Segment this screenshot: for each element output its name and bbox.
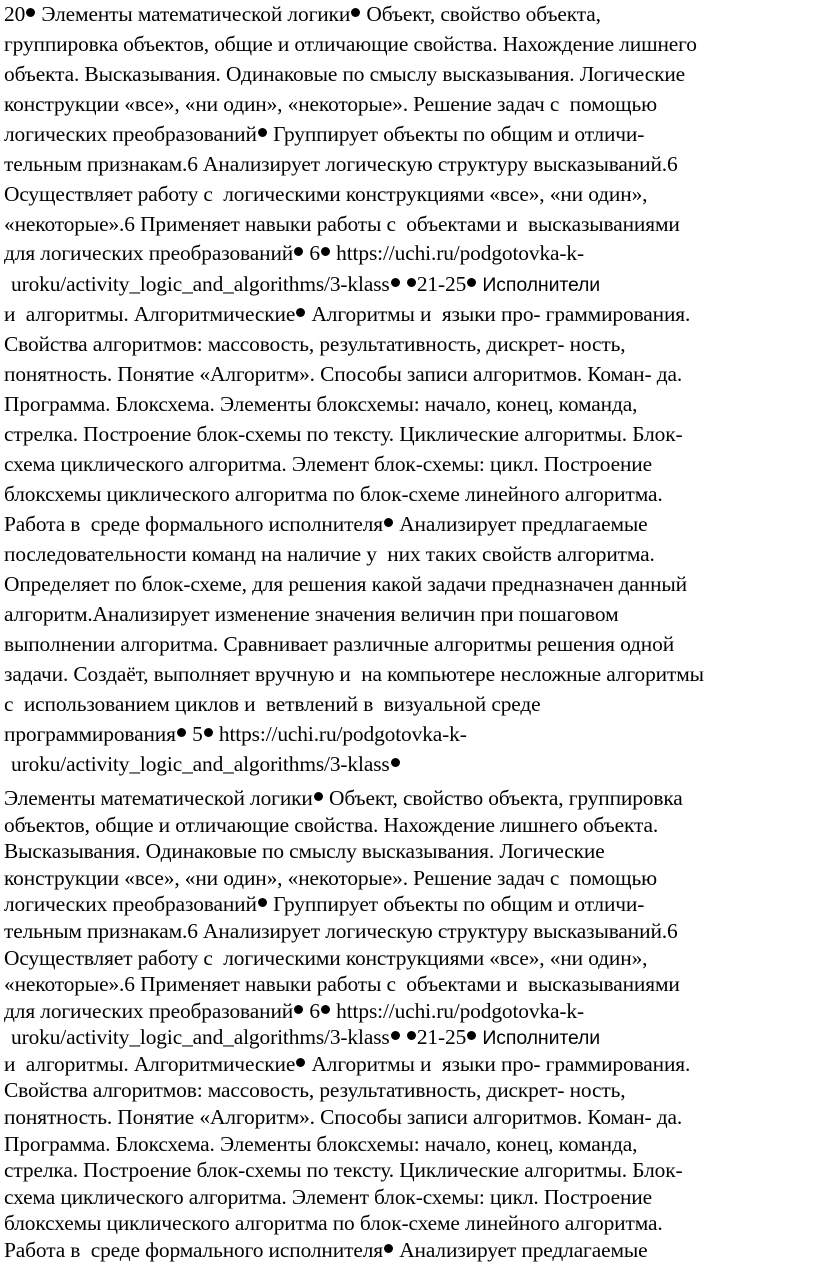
- text-line: [4, 120, 644, 149]
- text-line: задачи. Создаёт, выполняет вручную и на компьютере несложные алгоритмы: [4, 662, 704, 686]
- topic-title: Исполнители: [482, 1027, 601, 1049]
- resource-link[interactable]: https://uchi.ru/podgotovka-k-: [218, 722, 467, 746]
- text-line: [4, 1236, 648, 1265]
- text-line: последовательности команд на наличие у них таких свойств алгоритма.: [4, 542, 655, 566]
- resource-link[interactable]: https://uchi.ru/podgotovka-k-: [336, 241, 584, 265]
- bullet-icon: [258, 128, 267, 137]
- bullet-icon: [321, 1005, 330, 1014]
- bullet-icon: [351, 8, 360, 17]
- text-fragment: и алгоритмы. Алгоритмические: [4, 1052, 296, 1076]
- hours-value: 6: [309, 999, 320, 1023]
- text-line: Определяет по блок-схеме, для решения какой задачи предназначен данный: [4, 572, 688, 596]
- text-fragment: Объект, свойство объекта, группировка: [329, 786, 683, 810]
- text-line: блоксхемы циклического алгоритма по блок-схеме линейного алгоритма.: [4, 1211, 663, 1235]
- text-line: стрелка. Построение блок-схемы по тексту. Циклические алгоритмы. Блок-: [4, 422, 683, 446]
- hours-value: 5: [192, 722, 203, 746]
- bullet-icon: [296, 308, 305, 317]
- text-fragment: Группирует объекты по общим и отличи-: [273, 122, 645, 146]
- text-line: Осуществляет работу с логическими конструкциями «все», «ни один»,: [4, 182, 648, 206]
- text-line: [11, 750, 401, 779]
- topic-title: Элементы математической логики: [4, 786, 313, 810]
- text-line: понятность. Понятие «Алгоритм». Способы записи алгоритмов. Коман- да.: [4, 1105, 683, 1129]
- text-line: [11, 1023, 600, 1053]
- bullet-icon: [384, 1244, 393, 1253]
- row-number: 20: [4, 2, 26, 26]
- text-line: объекта. Высказывания. Одинаковые по смыслу высказывания. Логические: [4, 62, 686, 86]
- text-line: понятность. Понятие «Алгоритм». Способы записи алгоритмов. Коман- да.: [4, 362, 683, 386]
- topic-title: Элементы математической логики: [41, 2, 351, 26]
- bullet-icon: [177, 728, 186, 737]
- text-line: схема циклического алгоритма. Элемент блок-схемы: цикл. Построение: [4, 452, 652, 476]
- bullet-icon: [296, 1058, 305, 1067]
- bullet-icon: [391, 1031, 400, 1040]
- text-fragment: Группирует объекты по общим и отличи-: [273, 892, 645, 916]
- resource-link[interactable]: uroku/activity_logic_and_algorithms/3-klass: [11, 752, 390, 776]
- bullet-icon: [467, 1031, 476, 1040]
- text-fragment: логических преобразований: [4, 122, 257, 146]
- text-line: Свойства алгоритмов: массовость, результативность, дискрет- ность,: [4, 332, 626, 356]
- text-line: группировка объектов, общие и отличающие свойства. Нахождение лишнего: [4, 32, 697, 56]
- bullet-icon: [467, 278, 476, 287]
- text-line: конструкции «все», «ни один», «некоторые». Решение задач с помощью: [4, 92, 658, 116]
- text-line: с использованием циклов и ветвлений в визуальной среде: [4, 692, 541, 716]
- text-fragment: для логических преобразований: [4, 241, 294, 265]
- bullet-icon: [258, 898, 267, 907]
- text-fragment: логических преобразований: [4, 892, 257, 916]
- text-line: объектов, общие и отличающие свойства. Нахождение лишнего объекта.: [4, 813, 659, 837]
- text-line: Программа. Блоксхема. Элементы блоксхемы: начало, конец, команда,: [4, 392, 638, 416]
- text-line: блоксхемы циклического алгоритма по блок-схеме линейного алгоритма.: [4, 482, 663, 506]
- date-range: 21-25: [416, 1025, 467, 1049]
- text-line: [4, 0, 601, 29]
- bullet-icon: [391, 758, 400, 767]
- text-line: [4, 239, 584, 268]
- text-line: Высказывания. Одинаковые по смыслу высказывания. Логические: [4, 839, 605, 863]
- bullet-icon: [294, 1005, 303, 1014]
- bullet-icon: [204, 728, 213, 737]
- bullet-icon: [391, 278, 400, 287]
- bullet-icon: [407, 1031, 416, 1040]
- text-line: [4, 890, 644, 919]
- text-line: выполнении алгоритма. Сравнивает различные алгоритмы решения одной: [4, 632, 675, 656]
- text-fragment: для логических преобразований: [4, 999, 294, 1023]
- text-fragment: Объект, свойство объекта,: [366, 2, 601, 26]
- text-fragment: и алгоритмы. Алгоритмические: [4, 302, 296, 326]
- text-line: [4, 997, 584, 1026]
- text-line: Свойства алгоритмов: массовость, результативность, дискрет- ность,: [4, 1078, 626, 1102]
- bullet-icon: [384, 518, 393, 527]
- text-fragment: Алгоритмы и языки про- граммирования.: [311, 302, 691, 326]
- bullet-icon: [314, 792, 323, 801]
- text-line: тельным признакам.6 Анализирует логическую структуру высказываний.6: [4, 152, 678, 176]
- resource-link[interactable]: https://uchi.ru/podgotovka-k-: [336, 999, 584, 1023]
- text-line: схема циклического алгоритма. Элемент блок-схемы: цикл. Построение: [4, 1185, 652, 1209]
- bullet-icon: [294, 247, 303, 256]
- text-line: [4, 784, 683, 813]
- bullet-icon: [407, 278, 416, 287]
- text-line: [11, 270, 600, 300]
- text-line: [4, 720, 467, 749]
- text-line: «некоторые».6 Применяет навыки работы с объектами и высказываниями: [4, 972, 680, 996]
- text-fragment: Работа в среде формального исполнителя: [4, 512, 383, 536]
- bullet-icon: [321, 247, 330, 256]
- text-line: «некоторые».6 Применяет навыки работы с объектами и высказываниями: [4, 212, 680, 236]
- text-fragment: Анализирует предлагаемые: [399, 512, 648, 536]
- text-line: [4, 300, 690, 329]
- text-line: [4, 1050, 690, 1079]
- text-line: алгоритм.Анализирует изменение значения величин при пошаговом: [4, 602, 619, 626]
- bullet-icon: [26, 8, 35, 17]
- date-range: 21-25: [416, 272, 467, 296]
- text-fragment: программирования: [4, 722, 176, 746]
- text-line: [4, 510, 648, 539]
- text-line: Осуществляет работу с логическими конструкциями «все», «ни один»,: [4, 946, 648, 970]
- text-fragment: Анализирует предлагаемые: [399, 1238, 648, 1262]
- text-line: Программа. Блоксхема. Элементы блоксхемы: начало, конец, команда,: [4, 1132, 638, 1156]
- resource-link[interactable]: uroku/activity_logic_and_algorithms/3-klass: [11, 1025, 390, 1049]
- hours-value: 6: [309, 241, 320, 265]
- text-line: тельным признакам.6 Анализирует логическую структуру высказываний.6: [4, 919, 678, 943]
- text-fragment: Алгоритмы и языки про- граммирования.: [311, 1052, 691, 1076]
- text-line: конструкции «все», «ни один», «некоторые». Решение задач с помощью: [4, 866, 658, 890]
- text-line: стрелка. Построение блок-схемы по тексту. Циклические алгоритмы. Блок-: [4, 1158, 683, 1182]
- resource-link[interactable]: uroku/activity_logic_and_algorithms/3-klass: [11, 272, 390, 296]
- topic-title: Исполнители: [482, 274, 601, 296]
- text-fragment: Работа в среде формального исполнителя: [4, 1238, 383, 1262]
